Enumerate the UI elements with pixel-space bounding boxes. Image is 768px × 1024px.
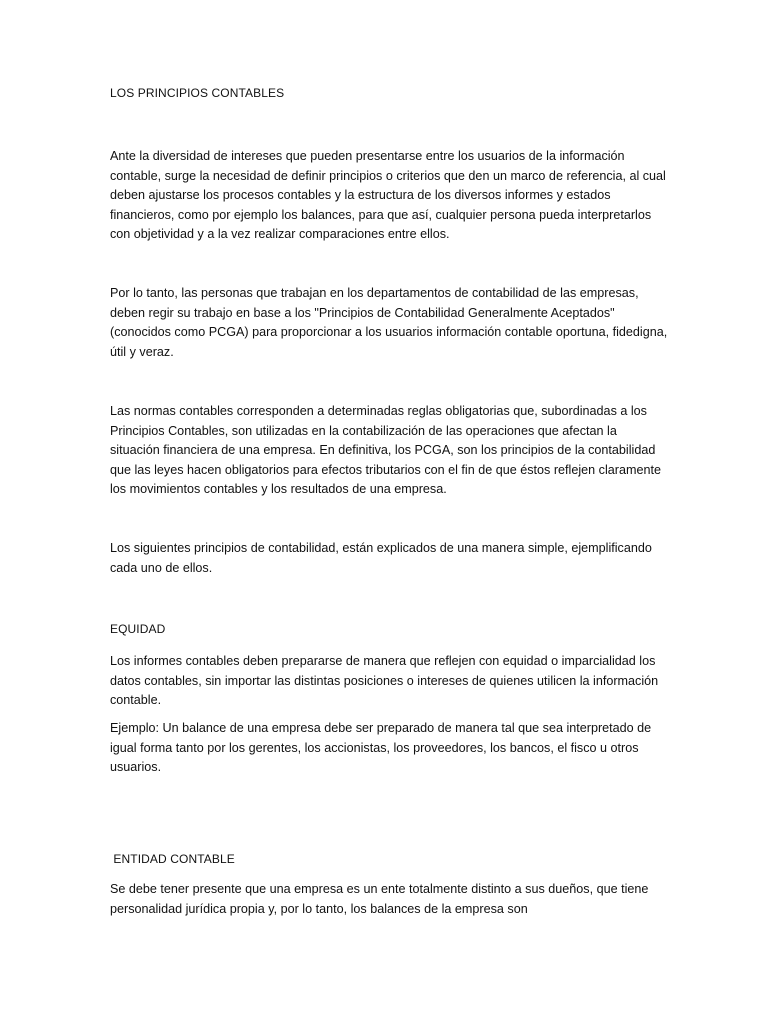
- intro-paragraph-4: Los siguientes principios de contabilidad, están explicados de una manera simple, ejemplificando cada uno de ellos.: [110, 541, 652, 575]
- intro-paragraph-1: Ante la diversidad de intereses que pueden presentarse entre los usuarios de la información contable, surge la necesidad de definir principios o criterios que den un marco de referencia, al cual deben ajustarse los procesos contables y la estructura de los diversos informes y estados financieros, como por ejemplo los balances, para que así, cualquier persona pueda interpretarlos con objetividad y a la vez realizar comparaciones entre ellos.: [110, 149, 666, 241]
- equidad-paragraph: Los informes contables deben prepararse de manera que reflejen con equidad o imparcialidad los datos contables, sin importar las distintas posiciones o intereses de quienes utilicen la información contable.: [110, 654, 659, 707]
- intro-paragraph-3: Las normas contables corresponden a determinadas reglas obligatorias que, subordinadas a los Principios Contables, son utilizadas en la contabilización de las operaciones que afectan la situación financiera de una empresa. En definitiva, los PCGA, son los principios de la contabilidad que las leyes hacen obligatorios para efectos tributarios con el fin de que éstos reflejen claramente los movimientos contables y los resultados de una empresa.: [110, 404, 661, 496]
- equidad-example: Ejemplo: Un balance de una empresa debe ser preparado de manera tal que sea interpretado de igual forma tanto por los gerentes, los accionistas, los proveedores, los bancos, el fisco u otros usuarios.: [110, 721, 652, 774]
- intro-paragraph-2: Por lo tanto, las personas que trabajan en los departamentos de contabilidad de las empresas, deben regir su trabajo en base a los "Principios de Contabilidad Generalmente Aceptados" (conocidos como PCGA) para proporcionar a los usuarios información contable oportuna, fidedigna, útil y veraz.: [110, 286, 668, 359]
- section-heading-equidad: EQUIDAD: [110, 622, 166, 636]
- document-title: LOS PRINCIPIOS CONTABLES: [110, 86, 285, 100]
- entidad-paragraph: Se debe tener presente que una empresa es un ente totalmente distinto a sus dueños, que tiene personalidad jurídica propia y, por lo tanto, los balances de la empresa son: [110, 882, 649, 916]
- section-heading-entidad-contable: ENTIDAD CONTABLE: [110, 852, 235, 866]
